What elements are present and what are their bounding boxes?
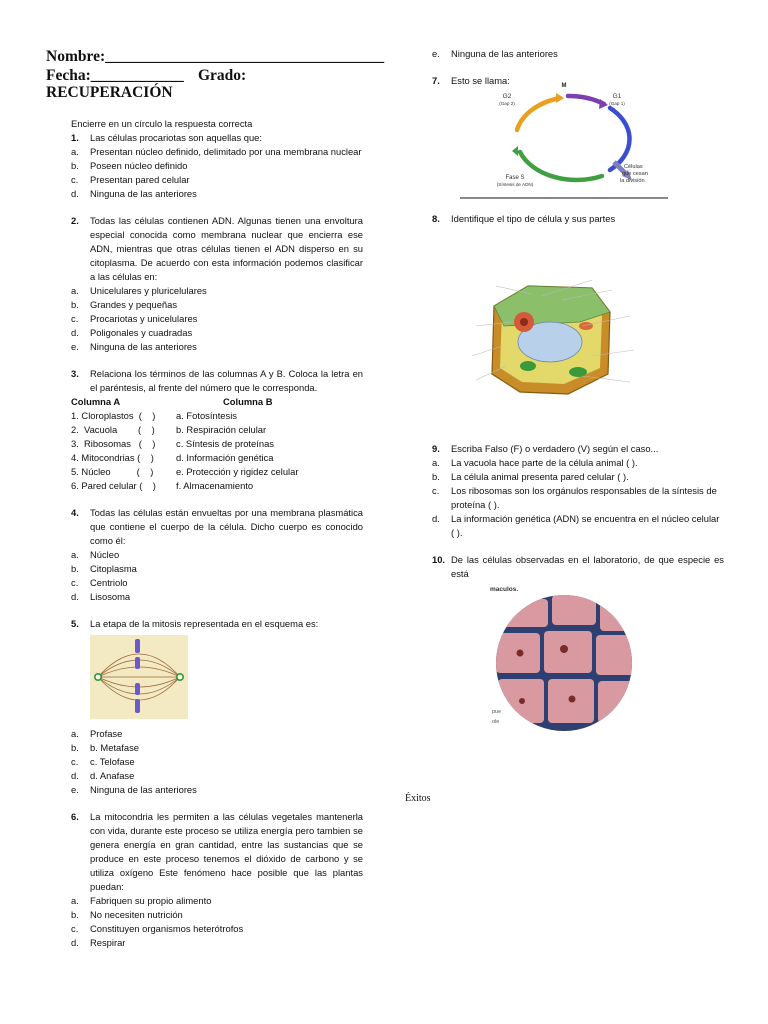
option-text: Lisosoma (90, 591, 131, 602)
option-letter: b. (71, 160, 79, 171)
option-text: c. Telofase (90, 756, 135, 767)
option-letter: c. (71, 313, 79, 324)
q9-options (432, 456, 724, 540)
option-letter: d. (432, 513, 440, 524)
question-text: Todas las células están envueltas por una membrana plasmática que contiene el cuerpo de la célula. Dicho cuerpo es conocido como él: (90, 507, 363, 546)
question-2 (71, 214, 363, 284)
image-caption: maculos. (490, 586, 519, 593)
option-text: Grandes y pequeñas (90, 299, 178, 310)
option-text: Procariotas y unicelulares (90, 313, 198, 324)
metaphase-spindle-image (90, 635, 188, 719)
option-letter: d. (71, 937, 79, 948)
cycle-exit-label-1: Células (624, 164, 643, 170)
column-b-item: f. Almacenamiento (176, 480, 254, 491)
cycle-g1-sub: (Gap 1) (609, 101, 625, 106)
option-letter: a. (71, 146, 79, 157)
question-7 (432, 74, 724, 88)
option (71, 894, 363, 908)
column-a-item: 6. Pared celular ( ) (71, 480, 156, 491)
column-a-item: 1. Cloroplastos ( ) (71, 410, 156, 421)
question-4 (71, 506, 363, 548)
left-column (71, 117, 363, 950)
option-letter: c. (71, 756, 79, 767)
option-text: Presentan núcleo definido, delimitado por una membrana nuclear (90, 146, 362, 157)
option-letter: c. (71, 577, 79, 588)
option-text: Poseen núcleo definido (90, 160, 188, 171)
column-b-item: c. Síntesis de proteínas (176, 438, 274, 449)
option (432, 512, 724, 540)
cycle-s-label: Fase S (505, 175, 525, 181)
option (71, 562, 363, 576)
option (432, 456, 724, 470)
matching-row (71, 423, 363, 437)
option (432, 470, 724, 484)
option-text: Ninguna de las anteriores (90, 784, 197, 795)
option-text: Núcleo (90, 549, 120, 560)
onion-cells-image (432, 581, 724, 731)
option (71, 769, 363, 783)
question-text: Relaciona los términos de las columnas A y B. Coloca la letra en el paréntesis, al frente del número que le corresponda. (90, 368, 363, 393)
question-number: 1. (71, 132, 79, 143)
cell-cycle-image (432, 83, 724, 200)
column-a-item: 4. Mitocondrias ( ) (71, 452, 154, 463)
q5-options (71, 727, 363, 797)
matching-headers (71, 395, 363, 409)
q1-options (71, 145, 363, 201)
option-letter: a. (71, 549, 79, 560)
option-letter: a. (71, 285, 79, 296)
question-text: Todas las células contienen ADN. Algunas tienen una envoltura especial conocida como membrana nuclear que encierra ese ADN, mientras que otras células tienen el ADN disperso en su citoplasma. De acuerdo con esta información podemos clasificar a las células en: (90, 215, 363, 282)
q6-options (71, 894, 363, 950)
column-a-item: 3. Ribosomas ( ) (71, 438, 156, 449)
cycle-g1-label: G1 (612, 93, 622, 100)
column-b-header: Columna B (223, 396, 273, 407)
matching-row (71, 451, 363, 465)
option-text: Profase (90, 728, 123, 739)
option-letter: b. (71, 909, 79, 920)
option-letter: e. (71, 784, 79, 795)
option (71, 340, 363, 354)
q4-options (71, 548, 363, 604)
question-6 (71, 810, 363, 894)
option-text: d. Anafase (90, 770, 135, 781)
plant-cell-diagram (432, 226, 724, 436)
option-text: La célula animal presenta pared celular ( ). (451, 471, 629, 482)
question-number: 3. (71, 368, 79, 379)
option-text: Unicelulares y pluricelulares (90, 285, 207, 296)
question-number: 7. (432, 75, 440, 86)
question-text: Las células procariotas son aquellas que: (90, 132, 262, 143)
matching-row (71, 409, 363, 423)
option (71, 922, 363, 936)
cycle-exit-label-3: la división (620, 178, 645, 184)
name-field: Nombre:____________________________________ (46, 48, 385, 65)
question-3 (71, 367, 363, 395)
question-text: Esto se llama: (451, 75, 510, 86)
option-text: b. Metafase (90, 742, 139, 753)
option-text: La vacuola hace parte de la célula animal ( ). (451, 457, 638, 468)
option-letter: d. (71, 591, 79, 602)
option-text: Ninguna de las anteriores (90, 341, 197, 352)
option-letter: c. (71, 923, 79, 934)
option-letter: d. (71, 770, 79, 781)
option (71, 284, 363, 298)
option-text: La información genética (ADN) se encuentra en el núcleo celular ( ). (451, 513, 720, 538)
question-8 (432, 212, 724, 226)
cycle-exit-label-2: que cesan (622, 171, 648, 177)
option (71, 548, 363, 562)
option (71, 145, 363, 159)
column-a-item: 2. Vacuola ( ) (71, 424, 155, 435)
question-number: 5. (71, 618, 79, 629)
question-5 (71, 617, 363, 631)
option-text: Centriolo (90, 577, 128, 588)
matching-rows (71, 409, 363, 493)
option-text: Presentan pared celular (90, 174, 190, 185)
date-field: Fecha:____________ (46, 67, 184, 84)
option-text: Respirar (90, 937, 126, 948)
column-a-item: 5. Núcleo ( ) (71, 466, 154, 477)
question-number: 2. (71, 215, 79, 226)
matching-row (71, 465, 363, 479)
option-letter: d. (71, 188, 79, 199)
cycle-g2-label: G2 (502, 93, 512, 100)
option-letter: b. (71, 563, 79, 574)
question-number: 10. (432, 554, 446, 565)
cycle-g2-sub: (Gap 2) (499, 101, 515, 106)
question-text: La mitocondria les permiten a las células vegetales mantenerla con vida, durante este proceso se utiliza energía pero tambien se genera energía en gran cantidad, entre las sustancias que se produce en este proceso tenemos el dióxido de carbono y se utiliza oxígeno Este fenómeno hace posible que las plantas puedan: (90, 811, 363, 892)
question-1 (71, 131, 363, 145)
cycle-m-label: M (561, 83, 567, 89)
option-letter: e. (432, 48, 440, 59)
column-a-header: Columna A (71, 396, 121, 407)
closing-text: Éxitos (405, 793, 431, 804)
option (71, 312, 363, 326)
matching-row (71, 479, 363, 493)
q2-options (71, 284, 363, 354)
question-number: 9. (432, 443, 440, 454)
option-text: Ninguna de las anteriores (90, 188, 197, 199)
option (432, 47, 724, 61)
cycle-s-sub: (Síntesis de ADN) (496, 182, 534, 187)
option-text: Fabriquen su propio alimento (90, 895, 212, 906)
microscope-image (432, 581, 724, 731)
question-text: Escriba Falso (F) o verdadero (V) según el caso... (451, 443, 659, 454)
question-10 (432, 553, 724, 581)
question-number: 4. (71, 507, 79, 518)
question-text: Identifique el tipo de célula y sus partes (451, 213, 616, 224)
option (71, 576, 363, 590)
column-b-item: e. Protección y rigidez celular (176, 466, 299, 477)
option-text: Constituyen organismos heterótrofos (90, 923, 244, 934)
option-letter: b. (432, 471, 440, 482)
column-b-item: b. Respiración celular (176, 424, 267, 435)
option-letter: a. (71, 728, 79, 739)
option (71, 908, 363, 922)
option-text: Los ribosomas son los orgánulos responsables de la síntesis de proteína ( ). (451, 485, 717, 510)
option-letter: b. (71, 742, 79, 753)
column-b-item: d. Información genética (176, 452, 274, 463)
image-side-text-2: ole (492, 719, 500, 725)
option (71, 741, 363, 755)
option-letter: b. (71, 299, 79, 310)
option-letter: a. (432, 457, 440, 468)
option (71, 936, 363, 950)
option-text: Citoplasma (90, 563, 137, 574)
matching-row (71, 437, 363, 451)
column-b-item: a. Fotosíntesis (176, 410, 237, 421)
option (71, 783, 363, 797)
question-text: La etapa de la mitosis representada en el esquema es: (90, 618, 319, 629)
option-letter: d. (71, 327, 79, 338)
instructions: Encierre en un círculo la respuesta correcta (71, 118, 253, 129)
cell-cycle-diagram (432, 83, 724, 200)
question-number: 8. (432, 213, 440, 224)
option-text: Poligonales y cuadradas (90, 327, 193, 338)
option (71, 326, 363, 340)
option (71, 755, 363, 769)
option (71, 187, 363, 201)
page-title: RECUPERACIÓN (46, 84, 173, 101)
option (71, 590, 363, 604)
question-9 (432, 442, 724, 456)
image-side-text-1: pue (492, 709, 502, 715)
option-letter: c. (432, 485, 440, 496)
mitosis-diagram (90, 635, 363, 723)
option (71, 159, 363, 173)
option-text: Ninguna de las anteriores (451, 48, 558, 59)
option (71, 298, 363, 312)
option (432, 484, 724, 512)
option-letter: e. (71, 341, 79, 352)
option (71, 173, 363, 187)
grade-field: Grado: (198, 67, 247, 84)
option (71, 727, 363, 741)
option-letter: a. (71, 895, 79, 906)
option-text: No necesiten nutrición (90, 909, 183, 920)
plant-cell-image (432, 226, 724, 436)
right-column (432, 47, 724, 731)
question-text: De las células observadas en el laboratorio, de que especie es está (451, 554, 724, 579)
option-letter: c. (71, 174, 79, 185)
question-number: 6. (71, 811, 79, 822)
